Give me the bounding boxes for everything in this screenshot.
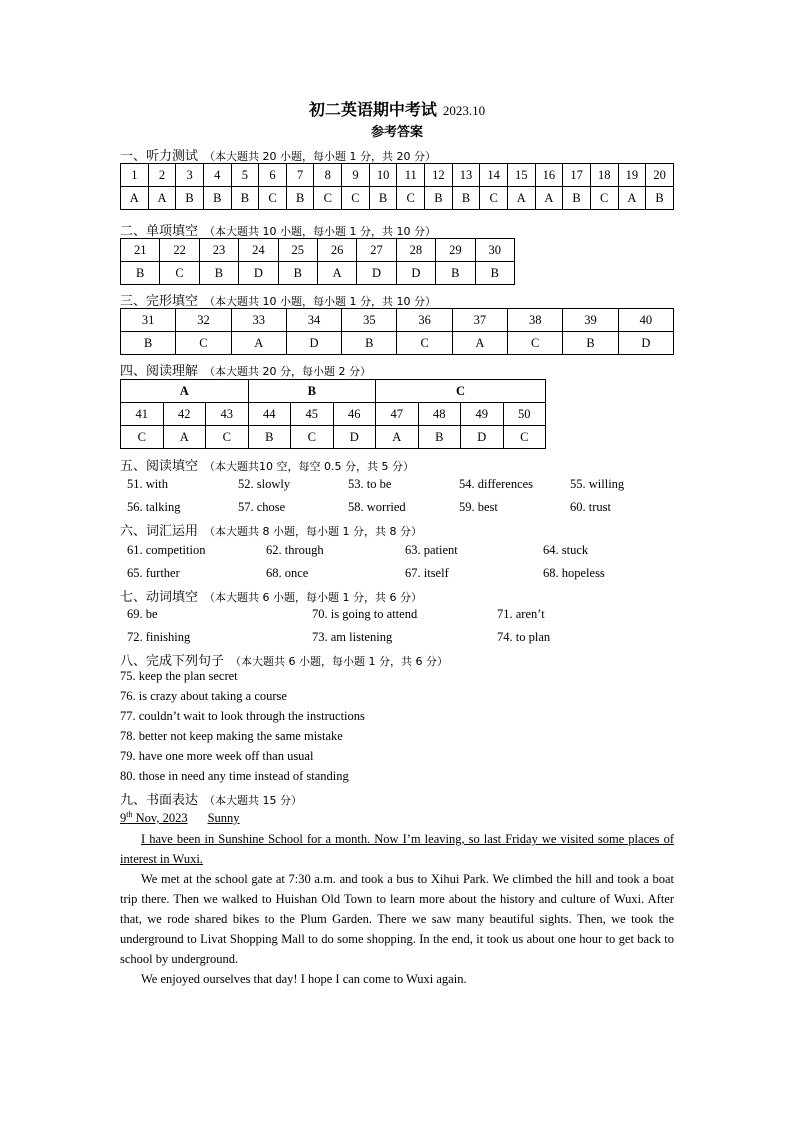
answer-item: 64. stuck: [543, 543, 589, 557]
question-number: 32: [176, 309, 231, 332]
answer-cell: D: [286, 332, 341, 355]
question-number: 42: [163, 403, 206, 426]
group-c: C: [376, 380, 546, 403]
answer-item: 65. further: [127, 566, 180, 580]
answer-item: 72. finishing: [127, 630, 191, 644]
section-7-heading: [120, 586, 422, 605]
answer-cell: A: [317, 262, 356, 285]
answer-cell: B: [342, 332, 397, 355]
essay-paragraph-2: We met at the school gate at 7:30 a.m. and took a bus to Xihui Park. We climbed the hill and took a boat trip there. Then we walked to Huishan Old Town to learn more about the history and culture of Wuxi. After that, we rode shared bikes to the Plum Garden. There we saw many beautiful sights. Then, we took the underground to Livat Shopping Mall to do some shopping. In the end, it took us about one hour to get back to school by underground.: [120, 872, 674, 966]
question-number: 29: [436, 239, 475, 262]
answer-item: 71. aren’t: [497, 607, 545, 621]
answer-cell: A: [376, 426, 419, 449]
answer-cell: C: [590, 187, 618, 210]
section-title: 五、阅读填空: [120, 459, 199, 474]
answer-item: 68. hopeless: [543, 566, 605, 580]
section-8-heading: [120, 650, 448, 669]
section-title: 八、完成下列句子: [120, 654, 225, 669]
sentence-answer: 76. is crazy about taking a course: [120, 689, 287, 703]
answer-cell: C: [291, 426, 334, 449]
question-number: 35: [342, 309, 397, 332]
essay-paragraph-1: I have been in Sunshine School for a month. Now I’m leaving, so last Friday we visited some places of interest in Wuxi.: [120, 832, 674, 866]
answer-item: 62. through: [266, 543, 324, 557]
answer-item: 68. once: [266, 566, 309, 580]
section-4-heading: [120, 360, 371, 379]
question-number: 22: [160, 239, 199, 262]
answer-item: 51. with: [127, 477, 168, 491]
answer-cell: C: [121, 426, 164, 449]
answer-cell: C: [342, 187, 370, 210]
date-suffix: th: [126, 810, 133, 819]
answer-item: 54. differences: [459, 477, 534, 491]
question-number: 24: [239, 239, 278, 262]
answer-item: 67. itself: [405, 566, 449, 580]
question-number: 17: [563, 164, 591, 187]
answer-cell: C: [508, 332, 563, 355]
question-number: 46: [333, 403, 376, 426]
answer-cell: B: [286, 187, 314, 210]
question-number: 31: [121, 309, 176, 332]
question-number: 19: [618, 164, 646, 187]
question-number: 25: [278, 239, 317, 262]
essay-body: [120, 829, 674, 989]
page-subtitle: 参考答案: [370, 125, 423, 140]
answer-cell: D: [396, 262, 435, 285]
sentence-answer: 80. those in need any time instead of standing: [120, 769, 349, 783]
question-number: 26: [317, 239, 356, 262]
answer-cell: C: [503, 426, 546, 449]
question-number: 47: [376, 403, 419, 426]
answer-cell: B: [563, 332, 618, 355]
answer-item: 61. competition: [127, 543, 206, 557]
answer-item: 60. trust: [570, 500, 611, 514]
exam-title: 初二英语期中考试: [308, 100, 437, 119]
question-number: 10: [369, 164, 397, 187]
answer-cell: D: [618, 332, 673, 355]
reading-answer-table: [120, 379, 546, 449]
number-row: [121, 309, 674, 332]
section-note: （本大题共 10 小题，每小题 1 分，共 10 分）: [204, 295, 436, 308]
listening-answer-table: [120, 163, 674, 210]
question-number: 5: [231, 164, 259, 187]
answer-cell: C: [314, 187, 342, 210]
answer-cell: D: [239, 262, 278, 285]
answer-cell: C: [397, 332, 452, 355]
question-number: 20: [646, 164, 674, 187]
section-title: 四、阅读理解: [120, 364, 199, 379]
answer-cell: D: [333, 426, 376, 449]
answer-item: 59. best: [459, 500, 498, 514]
answer-cell: A: [535, 187, 563, 210]
answer-item: 70. is going to attend: [312, 607, 418, 621]
answer-cell: B: [563, 187, 591, 210]
question-number: 30: [475, 239, 514, 262]
answer-cell: C: [176, 332, 231, 355]
answer-cell: B: [248, 426, 291, 449]
essay-date-line: [120, 810, 240, 826]
section-title: 一、听力测试: [120, 149, 199, 164]
question-number: 34: [286, 309, 341, 332]
section-title: 九、书面表达: [120, 793, 199, 808]
section-note: （本大题共 20 分，每小题 2 分）: [204, 365, 371, 378]
question-number: 15: [507, 164, 535, 187]
question-number: 45: [291, 403, 334, 426]
section-6-heading: [120, 520, 422, 539]
answer-cell: B: [425, 187, 453, 210]
section-note: （本大题共 8 小题，每小题 1 分，共 8 分）: [204, 525, 422, 538]
page-title: [0, 97, 794, 120]
section-note: （本大题共10 空，每空 0.5 分，共 5 分）: [204, 460, 414, 473]
answer-cell: B: [475, 262, 514, 285]
answer-item: 69. be: [127, 607, 158, 621]
answer-item: 58. worried: [348, 500, 406, 514]
section-note: （本大题共 20 小题，每小题 1 分，共 20 分）: [204, 150, 436, 163]
question-number: 3: [176, 164, 204, 187]
answer-cell: D: [357, 262, 396, 285]
question-number: 18: [590, 164, 618, 187]
answer-cell: B: [121, 332, 176, 355]
section-note: （本大题共 10 小题，每小题 1 分，共 10 分）: [204, 225, 436, 238]
section-1-heading: [120, 145, 436, 164]
number-row: [121, 239, 515, 262]
answer-cell: C: [259, 187, 287, 210]
group-a: A: [121, 380, 249, 403]
answer-item: 74. to plan: [497, 630, 551, 644]
answer-cell: B: [452, 187, 480, 210]
question-number: 23: [199, 239, 238, 262]
question-number: 41: [121, 403, 164, 426]
answer-cell: C: [480, 187, 508, 210]
section-title: 二、单项填空: [120, 224, 199, 239]
answer-cell: B: [176, 187, 204, 210]
answer-cell: B: [278, 262, 317, 285]
question-number: 40: [618, 309, 673, 332]
question-number: 27: [357, 239, 396, 262]
section-title: 七、动词填空: [120, 590, 199, 605]
answer-item: 53. to be: [348, 477, 392, 491]
question-number: 1: [121, 164, 149, 187]
answer-cell: C: [206, 426, 249, 449]
answer-item: 73. am listening: [312, 630, 393, 644]
answer-cell: C: [160, 262, 199, 285]
single-choice-answer-table: [120, 238, 515, 285]
answer-cell: B: [418, 426, 461, 449]
section-5-heading: [120, 455, 414, 474]
weather: Sunny: [207, 811, 240, 826]
question-number: 48: [418, 403, 461, 426]
answer-row: [121, 332, 674, 355]
question-number: 11: [397, 164, 425, 187]
question-number: 44: [248, 403, 291, 426]
answer-cell: B: [203, 187, 231, 210]
answer-cell: D: [461, 426, 504, 449]
section-3-heading: [120, 290, 436, 309]
answer-row: [121, 426, 546, 449]
answer-cell: A: [231, 332, 286, 355]
group-b: B: [248, 380, 376, 403]
question-number: 6: [259, 164, 287, 187]
essay-paragraph-3: We enjoyed ourselves that day! I hope I can come to Wuxi again.: [141, 972, 467, 986]
answer-cell: A: [163, 426, 206, 449]
answer-cell: A: [121, 187, 149, 210]
answer-item: 56. talking: [127, 500, 181, 514]
question-number: 2: [148, 164, 176, 187]
question-number: 36: [397, 309, 452, 332]
section-title: 三、完形填空: [120, 294, 199, 309]
date-day: 9: [120, 811, 127, 826]
cloze-answer-table: [120, 308, 674, 355]
answer-cell: B: [646, 187, 674, 210]
answer-cell: A: [618, 187, 646, 210]
question-number: 7: [286, 164, 314, 187]
question-number: 12: [425, 164, 453, 187]
question-number: 16: [535, 164, 563, 187]
answer-item: 52. slowly: [238, 477, 291, 491]
answer-row: [121, 262, 515, 285]
answer-cell: A: [148, 187, 176, 210]
question-number: 33: [231, 309, 286, 332]
answer-cell: C: [397, 187, 425, 210]
sentence-answer: 78. better not keep making the same mistake: [120, 729, 343, 743]
question-number: 37: [452, 309, 507, 332]
question-number: 9: [342, 164, 370, 187]
date-rest: Nov, 2023: [132, 811, 188, 826]
answer-cell: B: [121, 262, 160, 285]
answer-item: 63. patient: [405, 543, 458, 557]
section-2-heading: [120, 220, 436, 239]
answer-cell: B: [231, 187, 259, 210]
section-note: （本大题共 15 分）: [204, 794, 303, 807]
section-note: （本大题共 6 小题，每小题 1 分，共 6 分）: [230, 655, 448, 668]
answer-item: 55. willing: [570, 477, 625, 491]
answer-cell: A: [452, 332, 507, 355]
answer-cell: A: [507, 187, 535, 210]
section-title: 六、词汇运用: [120, 524, 199, 539]
question-number: 13: [452, 164, 480, 187]
question-number: 14: [480, 164, 508, 187]
answer-cell: B: [436, 262, 475, 285]
question-number: 43: [206, 403, 249, 426]
section-note: （本大题共 6 小题，每小题 1 分，共 6 分）: [204, 591, 422, 604]
question-number: 38: [508, 309, 563, 332]
sentence-answer: 79. have one more week off than usual: [120, 749, 314, 763]
question-number: 4: [203, 164, 231, 187]
question-number: 21: [121, 239, 160, 262]
sentence-answer: 75. keep the plan secret: [120, 669, 238, 683]
answer-cell: B: [369, 187, 397, 210]
number-row: [121, 403, 546, 426]
section-9-heading: [120, 789, 302, 808]
answer-item: 57. chose: [238, 500, 286, 514]
sentence-answer: 77. couldn’t wait to look through the instructions: [120, 709, 365, 723]
question-number: 39: [563, 309, 618, 332]
answer-cell: B: [199, 262, 238, 285]
group-row: [121, 380, 546, 403]
question-number: 8: [314, 164, 342, 187]
number-row: [121, 164, 674, 187]
question-number: 28: [396, 239, 435, 262]
answer-row: [121, 187, 674, 210]
exam-year: 2023.10: [442, 103, 486, 118]
question-number: 50: [503, 403, 546, 426]
question-number: 49: [461, 403, 504, 426]
